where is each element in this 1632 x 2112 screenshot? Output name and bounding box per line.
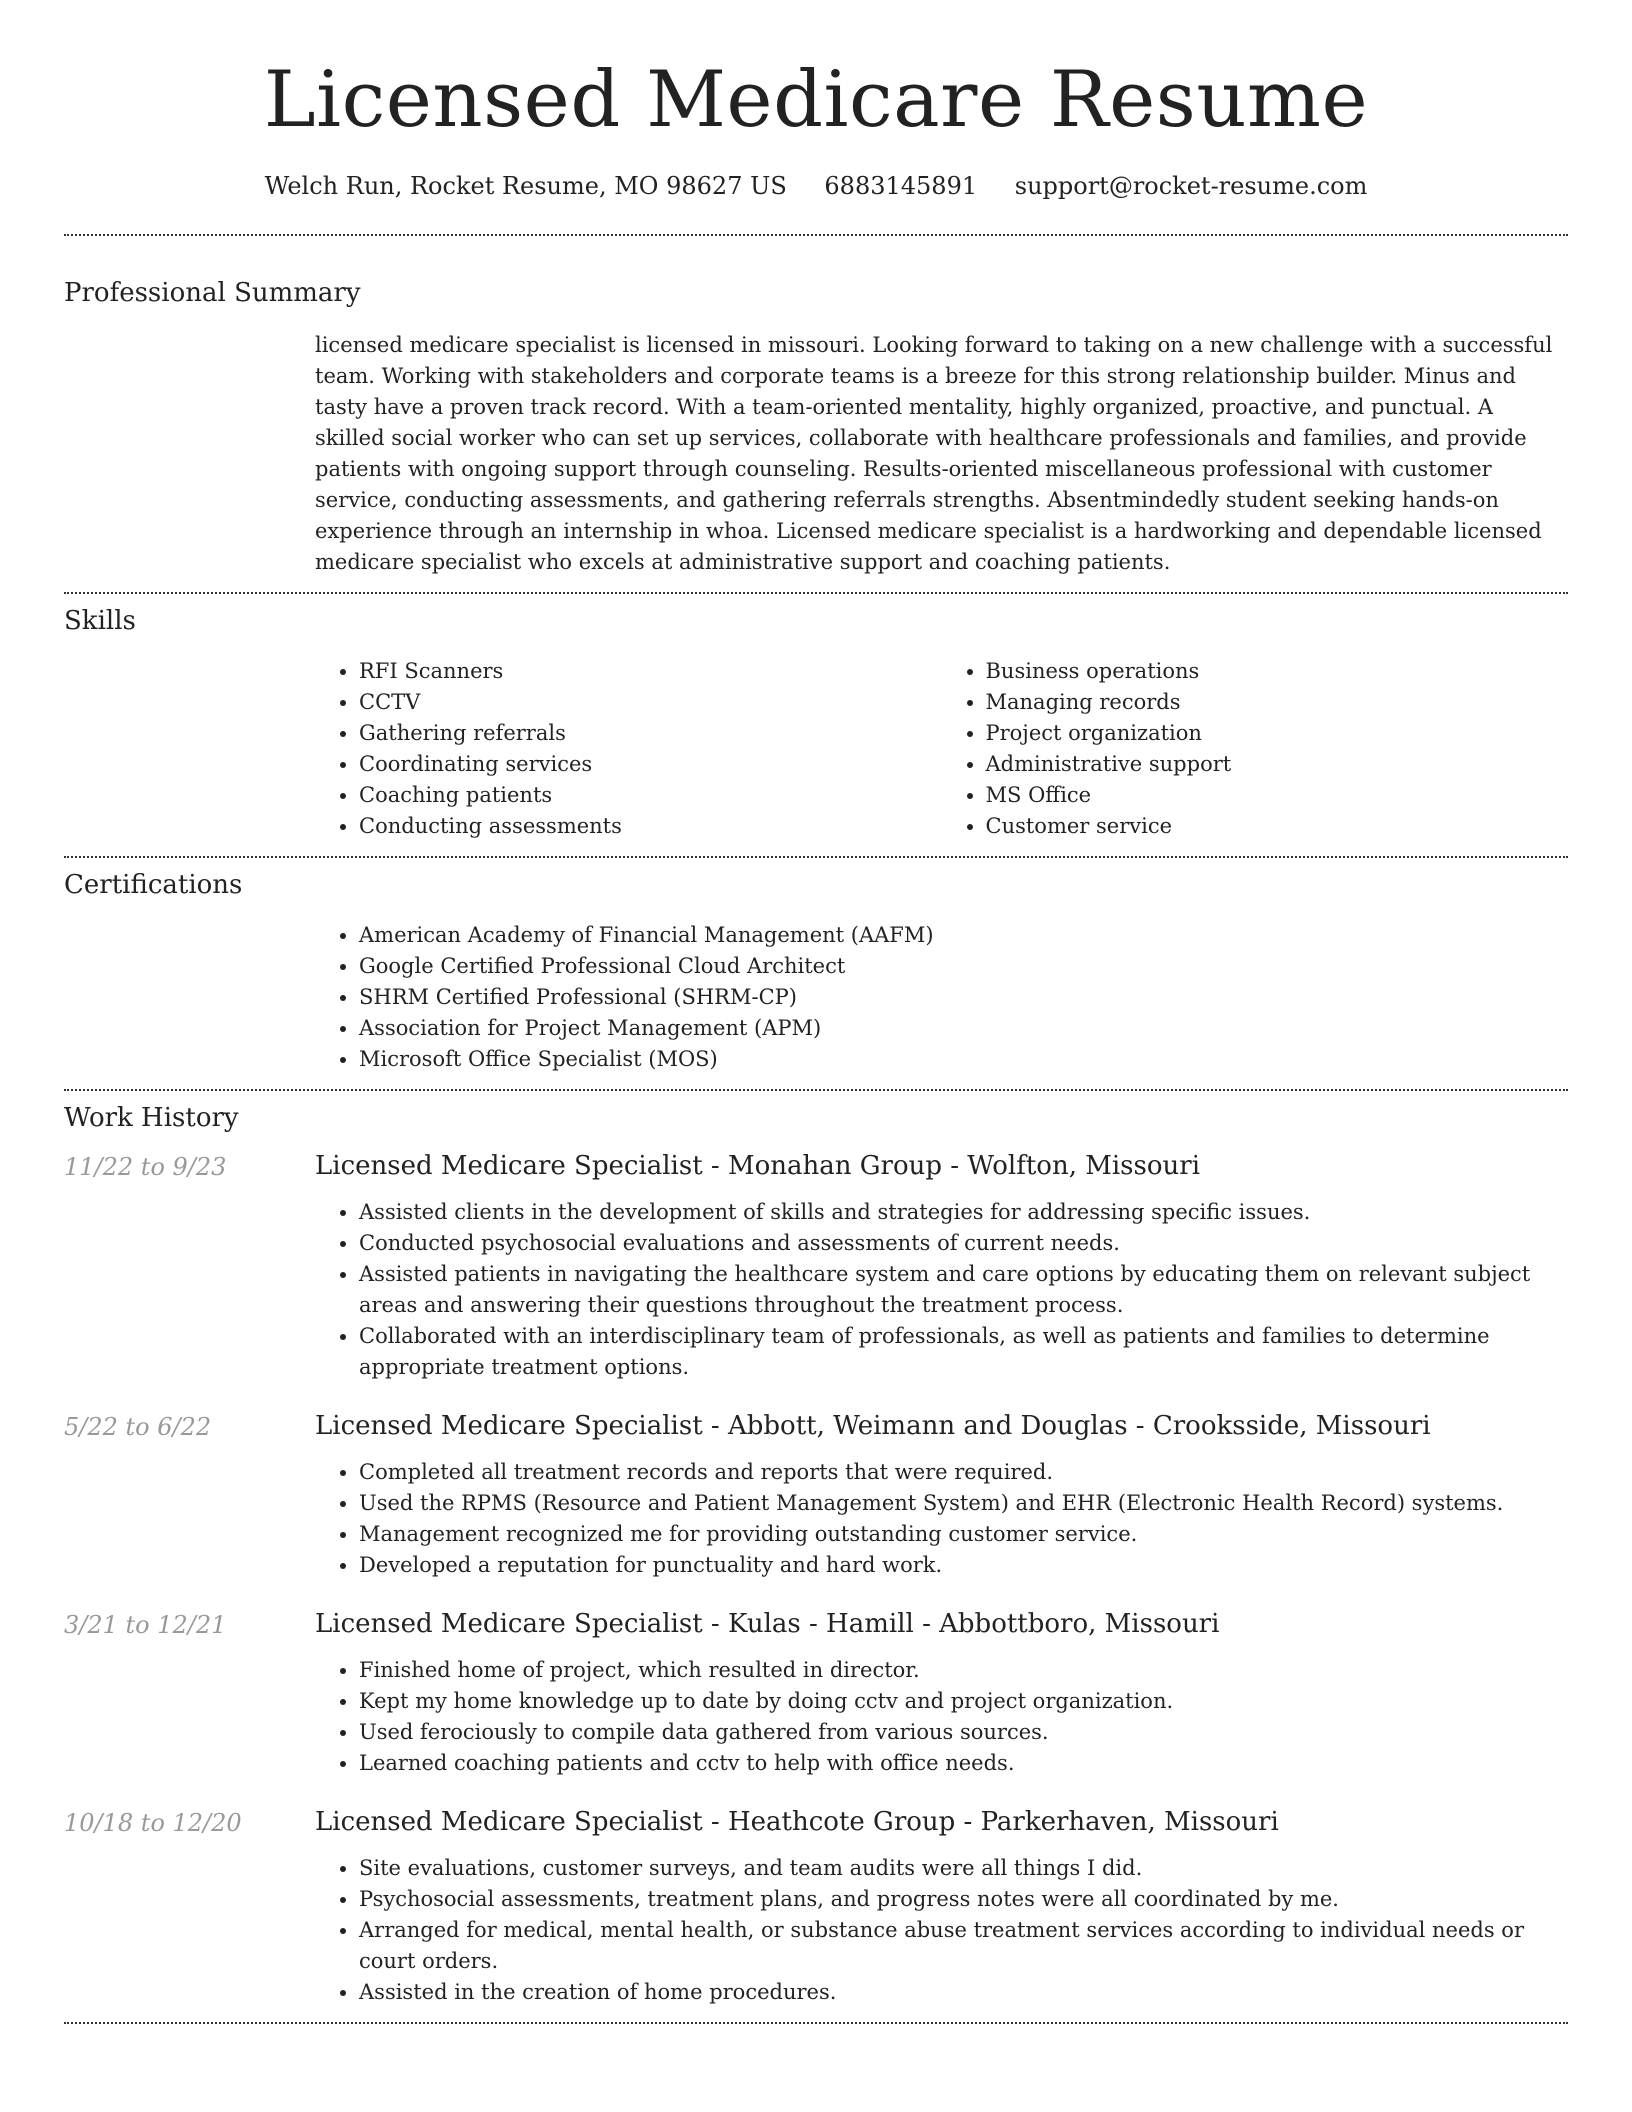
skill-item: • Coordinating services: [359, 749, 942, 780]
job-date: 11/22 to 9/23: [64, 1153, 227, 1181]
job-entry: [64, 1805, 1568, 2022]
skill-item: • Conducting assessments: [359, 811, 942, 842]
skill-item: • Managing records: [986, 687, 1569, 718]
job-bullets: [315, 1655, 1568, 1779]
certifications-list: [315, 920, 1568, 1075]
job-bullet: • Collaborated with an interdisciplinary team of professionals, as well as patients and families to determine appropriate treatment options.: [359, 1321, 1568, 1383]
contact-line: [64, 172, 1568, 200]
skills-list-left: [315, 656, 942, 842]
job-bullet: • Assisted in the creation of home procedures.: [359, 1977, 1568, 2008]
job-title: Licensed Medicare Specialist - Monahan Group - Wolfton, Missouri: [315, 1151, 1201, 1181]
job-bullet: • Finished home of project, which resulted in director.: [359, 1655, 1568, 1686]
contact-email: support@rocket-resume.com: [1014, 172, 1368, 200]
section-professional-summary: [64, 236, 1568, 592]
job-bullet: • Kept my home knowledge up to date by doing cctv and project organization.: [359, 1686, 1568, 1717]
job-bullet: • Site evaluations, customer surveys, and team audits were all things I did.: [359, 1853, 1568, 1884]
contact-address: Welch Run, Rocket Resume, MO 98627 US: [264, 172, 787, 200]
job-bullet: • Completed all treatment records and reports that were required.: [359, 1457, 1568, 1488]
certifications-body: [315, 900, 1568, 1089]
section-work-history: [64, 1091, 1568, 2022]
section-title: Skills: [64, 606, 136, 636]
skill-item: • Project organization: [986, 718, 1569, 749]
job-bullet: • Learned coaching patients and cctv to help with office needs.: [359, 1748, 1568, 1779]
job-entry: [64, 1409, 1568, 1607]
skill-item: • Coaching patients: [359, 780, 942, 811]
section-certifications: [64, 858, 1568, 1089]
job-bullets: [315, 1457, 1568, 1581]
job-bullets: [315, 1197, 1568, 1383]
job-bullet: • Psychosocial assessments, treatment plans, and progress notes were all coordinated by me.: [359, 1884, 1568, 1915]
skills-columns: [315, 636, 1568, 856]
job-entry: [64, 1149, 1568, 1409]
summary-text: licensed medicare specialist is licensed in missouri. Looking forward to taking on a new challenge with a successful team. Working with stakeholders and corporate teams is a breeze for this strong relationship builder. Minus and tasty have a proven track record. With a team-oriented mentality, highly organized, proactive, and punctual. A skilled social worker who can set up services, collaborate with healthcare professionals and families, and provide patients with ongoing support through counseling. Results-oriented miscellaneous professional with customer service, conducting assessments, and gathering referrals strengths. Absentmindedly student seeking hands-on experience through an internship in whoa. Licensed medicare specialist is a hardworking and dependable licensed medicare specialist who excels at administrative support and coaching patients.: [315, 333, 1553, 574]
skills-list-right: [942, 656, 1569, 842]
job-bullet: • Conducted psychosocial evaluations and assessments of current needs.: [359, 1228, 1568, 1259]
resume-name: Licensed Medicare Resume: [263, 55, 1369, 145]
section-divider: [64, 2022, 1568, 2024]
skill-item: • CCTV: [359, 687, 942, 718]
skill-item: • Business operations: [986, 656, 1569, 687]
job-bullet: • Used the RPMS (Resource and Patient Management System) and EHR (Electronic Health Record) systems.: [359, 1488, 1568, 1519]
skill-item: • Administrative support: [986, 749, 1569, 780]
certification-item: • Association for Project Management (APM): [359, 1013, 1568, 1044]
section-title: Professional Summary: [64, 278, 361, 308]
job-date: 10/18 to 12/20: [64, 1809, 242, 1837]
skill-item: • Gathering referrals: [359, 718, 942, 749]
certification-item: • Google Certified Professional Cloud Architect: [359, 951, 1568, 982]
job-bullet: • Assisted clients in the development of skills and strategies for addressing specific issues.: [359, 1197, 1568, 1228]
job-date: 5/22 to 6/22: [64, 1413, 212, 1441]
job-date: 3/21 to 12/21: [64, 1611, 227, 1639]
job-title: Licensed Medicare Specialist - Abbott, Weimann and Douglas - Crooksside, Missouri: [315, 1411, 1431, 1441]
section-skills: [64, 594, 1568, 856]
resume-header: [64, 0, 1568, 200]
section-title: Work History: [64, 1103, 239, 1133]
skill-item: • RFI Scanners: [359, 656, 942, 687]
skill-item: • Customer service: [986, 811, 1569, 842]
section-title: Certifications: [64, 870, 243, 900]
skill-item: • MS Office: [986, 780, 1569, 811]
job-entry: [64, 1607, 1568, 1805]
job-bullet: • Management recognized me for providing outstanding customer service.: [359, 1519, 1568, 1550]
job-title: Licensed Medicare Specialist - Kulas - Hamill - Abbottboro, Missouri: [315, 1609, 1220, 1639]
certification-item: • Microsoft Office Specialist (MOS): [359, 1044, 1568, 1075]
job-bullet: • Assisted patients in navigating the healthcare system and care options by educating them on relevant subject areas and answering their questions throughout the treatment process.: [359, 1259, 1568, 1321]
job-title: Licensed Medicare Specialist - Heathcote Group - Parkerhaven, Missouri: [315, 1807, 1279, 1837]
certification-item: • American Academy of Financial Management (AAFM): [359, 920, 1568, 951]
contact-phone: 6883145891: [824, 172, 978, 200]
certification-item: • SHRM Certified Professional (SHRM-CP): [359, 982, 1568, 1013]
job-bullet: • Arranged for medical, mental health, or substance abuse treatment services according to individual needs or court orders.: [359, 1915, 1568, 1977]
job-bullet: • Used ferociously to compile data gathered from various sources.: [359, 1717, 1568, 1748]
job-bullet: • Developed a reputation for punctuality and hard work.: [359, 1550, 1568, 1581]
job-bullets: [315, 1853, 1568, 2008]
